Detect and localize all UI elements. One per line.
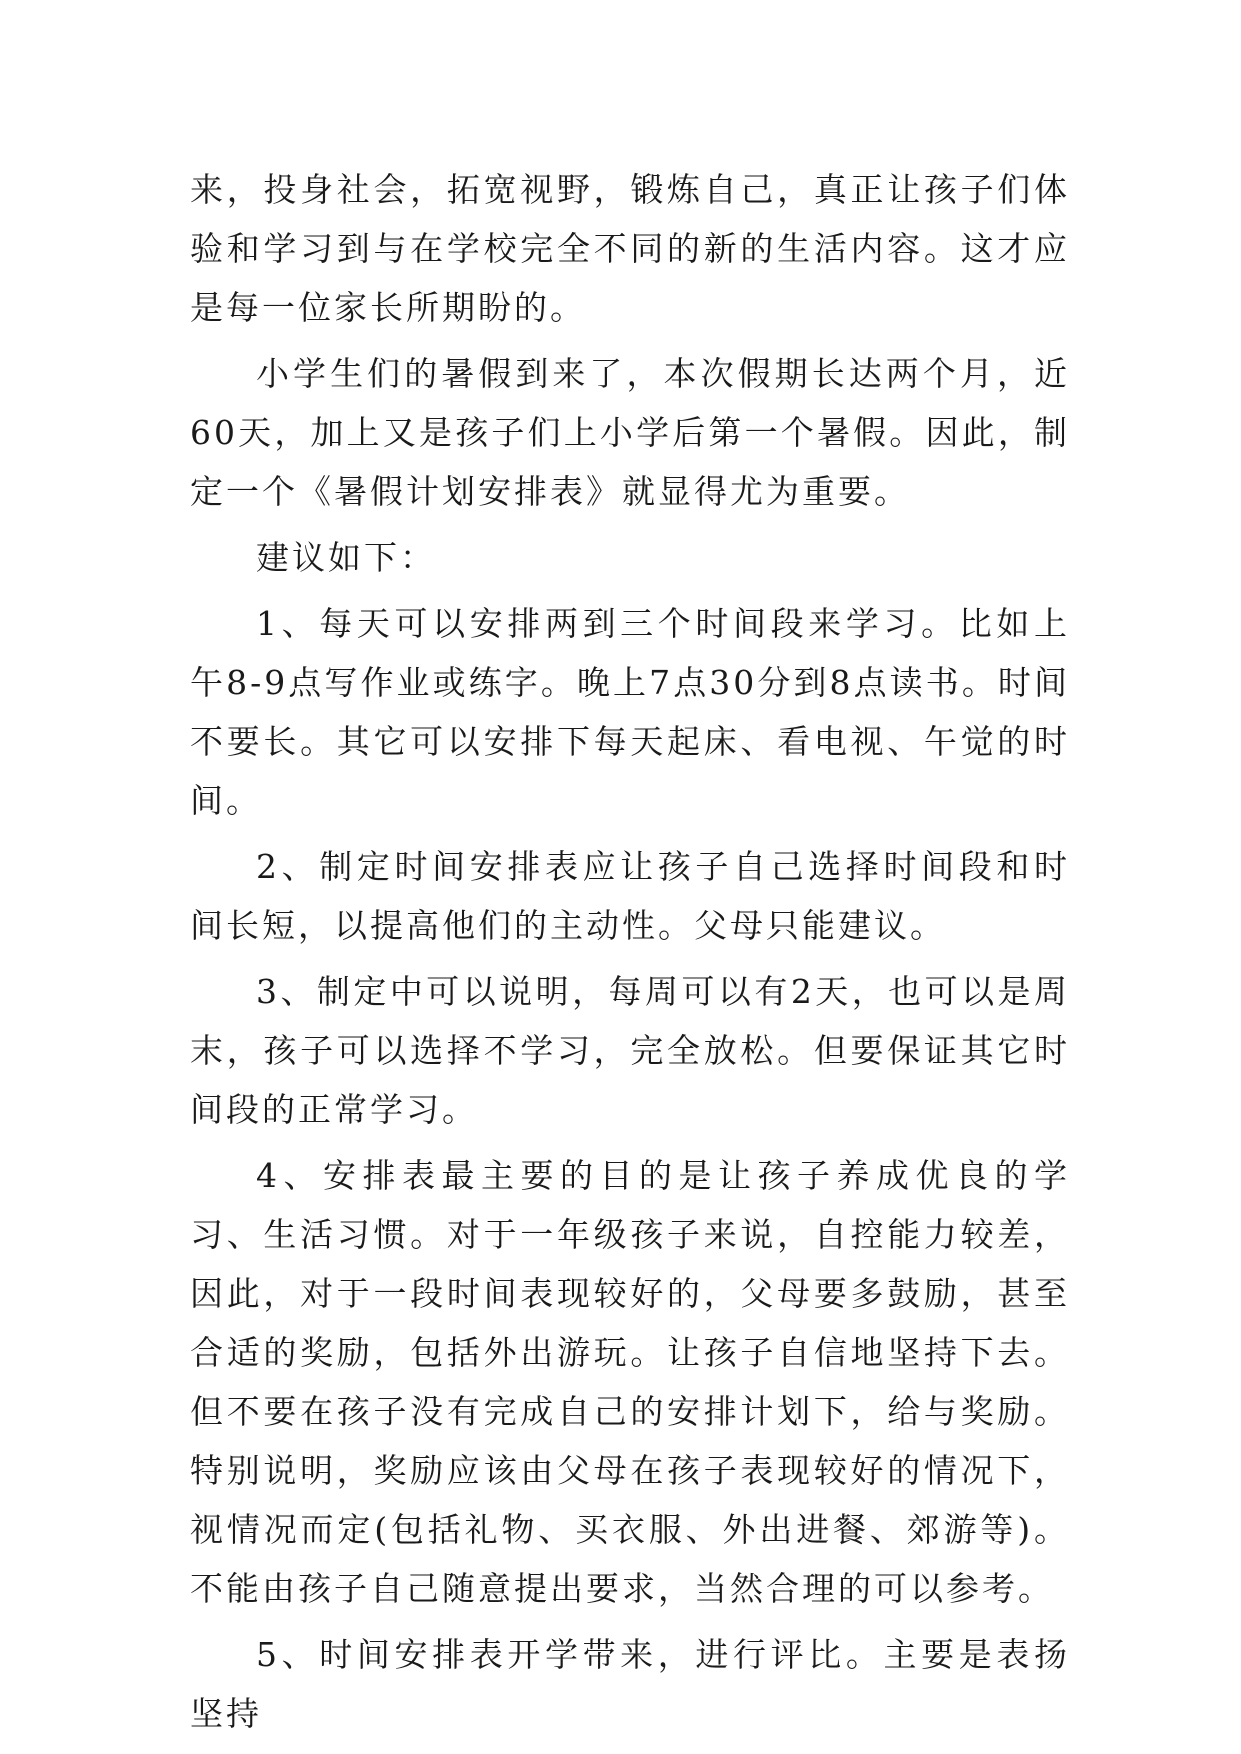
paragraph-suggestions-heading: 建议如下： [256, 538, 436, 577]
list-item-4: 4、安排表最主要的目的是让孩子养成优良的学习、生活习惯。对于一年级孩子来说，自控能力较差，因此，对于一段时间表现较好的，父母要多鼓励，甚至合适的奖励，包括外出游玩。让孩子自信地坚持下去。但不要在孩子没有完成自己的安排计划下，给与奖励。特别说明，奖励应该由父母在孩子表现较好的情况下，视情况而定(包括礼物、买衣服、外出进餐、郊游等)。不能由孩子自己随意提出要求，当然合理的可以参考。 [190, 1156, 1070, 1608]
list-item-2: 2、制定时间安排表应让孩子自己选择时间段和时间长短，以提高他们的主动性。父母只能建议。 [190, 847, 1070, 945]
list-item-3: 3、制定中可以说明，每周可以有2天，也可以是周末，孩子可以选择不学习，完全放松。但要保证其它时间段的正常学习。 [190, 972, 1070, 1129]
list-item-1: 1、每天可以安排两到三个时间段来学习。比如上午8-9点写作业或练字。晚上7点30分到8点读书。时间不要长。其它可以安排下每天起床、看电视、午觉的时间。 [190, 604, 1070, 820]
paragraph-summer-intro: 小学生们的暑假到来了，本次假期长达两个月，近60天，加上又是孩子们上小学后第一个暑假。因此，制定一个《暑假计划安排表》就显得尤为重要。 [190, 354, 1070, 511]
list-item-5: 5、时间安排表开学带来，进行评比。主要是表扬坚持 [190, 1635, 1070, 1733]
document-body [190, 160, 1070, 1750]
paragraph-continuation: 来，投身社会，拓宽视野，锻炼自己，真正让孩子们体验和学习到与在学校完全不同的新的生活内容。这才应是每一位家长所期盼的。 [190, 170, 1070, 327]
